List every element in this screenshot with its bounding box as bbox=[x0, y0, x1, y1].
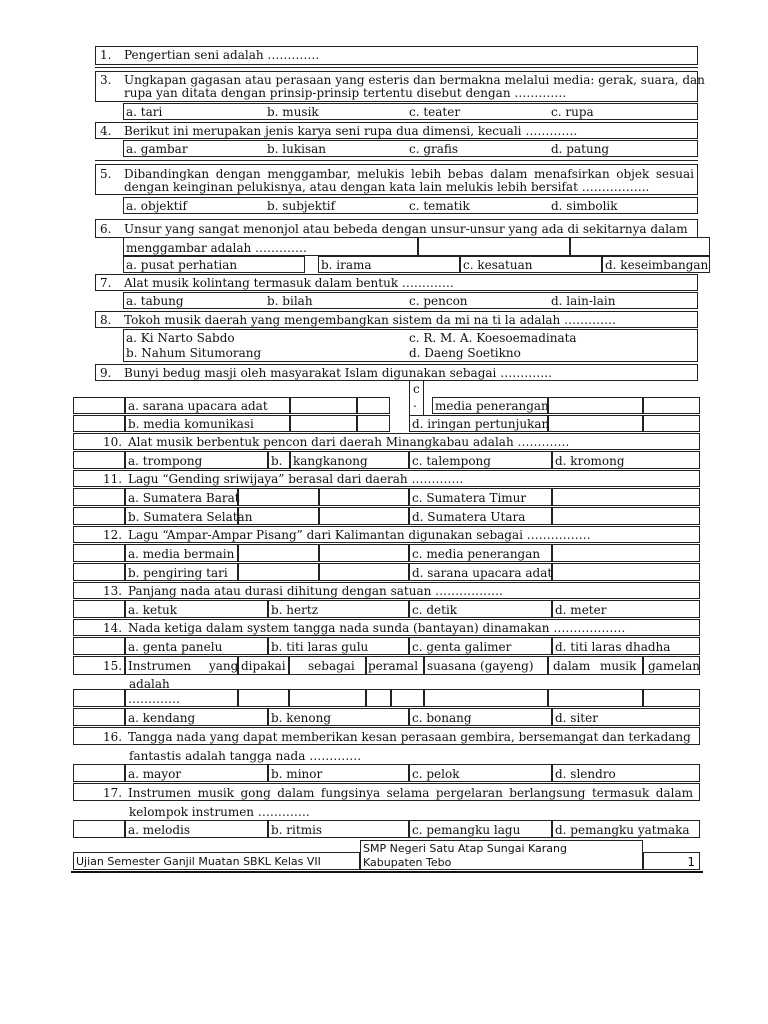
question-text: Pengertian seni adalah …………. bbox=[124, 48, 320, 62]
empty-cell bbox=[73, 708, 125, 726]
option-d[interactable]: d. meter bbox=[555, 603, 607, 617]
question-text-line3-cell bbox=[125, 689, 238, 707]
question-number: 14. bbox=[103, 621, 123, 635]
question-text: Bunyi bedug masji oleh masyarakat Islam digunakan sebagai …………. bbox=[124, 366, 553, 380]
question-8-options bbox=[123, 329, 698, 362]
option-d[interactable]: d. Daeng Soetikno bbox=[409, 346, 521, 360]
question-number: 9. bbox=[100, 366, 112, 380]
option-b[interactable]: b. ritmis bbox=[271, 823, 323, 837]
option-cell-c bbox=[409, 488, 552, 506]
empty-cell bbox=[73, 820, 125, 838]
option-a[interactable]: a. mayor bbox=[128, 767, 182, 781]
empty-cell bbox=[643, 689, 700, 707]
option-d[interactable]: d. slendro bbox=[555, 767, 616, 781]
option-c-dot: . bbox=[413, 396, 417, 410]
question-text: Alat musik berbentuk pencon dari daerah Minangkabau adalah …………. bbox=[128, 435, 570, 449]
footer-rule bbox=[71, 871, 703, 873]
empty-cell bbox=[643, 415, 700, 432]
word-cell bbox=[238, 656, 289, 675]
empty-cell bbox=[552, 544, 700, 562]
option-b[interactable]: b. irama bbox=[321, 258, 372, 272]
option-c[interactable]: c. genta galimer bbox=[412, 640, 512, 654]
question-text-line2: adalah bbox=[129, 677, 170, 691]
empty-cell bbox=[73, 488, 125, 506]
question-7-options bbox=[123, 292, 698, 309]
question-word-3: sebagai bbox=[308, 659, 355, 673]
option-cell-c bbox=[409, 637, 552, 655]
empty-cell bbox=[238, 488, 319, 506]
option-cell-a bbox=[125, 637, 268, 655]
question-number: 10. bbox=[103, 435, 123, 449]
option-cell-a bbox=[125, 488, 238, 506]
empty-cell bbox=[73, 451, 125, 469]
option-d[interactable]: d. pemangku yatmaka bbox=[555, 823, 690, 837]
option-b[interactable]: kangkanong bbox=[293, 454, 368, 468]
empty-cell bbox=[238, 563, 319, 581]
question-number: 11. bbox=[103, 472, 123, 486]
option-c[interactable]: c. detik bbox=[412, 603, 458, 617]
option-cell-a bbox=[125, 764, 268, 782]
empty-cell bbox=[418, 237, 570, 256]
question-13-row bbox=[73, 582, 700, 599]
empty-cell bbox=[548, 689, 643, 707]
question-number: 1. bbox=[100, 48, 112, 62]
question-word-2: dipakai bbox=[241, 659, 286, 673]
question-17-row bbox=[73, 783, 700, 801]
option-cell-b bbox=[268, 820, 409, 838]
question-text-line1: Tangga nada yang dapat memberikan kesan perasaan gembira, bersemangat dan terkadang bbox=[128, 730, 691, 744]
question-number: 4. bbox=[100, 124, 112, 138]
option-d[interactable]: d. kromong bbox=[555, 454, 625, 468]
empty-cell bbox=[552, 488, 700, 506]
question-4-options bbox=[123, 140, 698, 157]
question-number: 6. bbox=[100, 222, 112, 236]
word-cell bbox=[643, 656, 700, 675]
option-c[interactable]: c. teater bbox=[409, 105, 461, 119]
option-cell-c bbox=[432, 397, 548, 414]
option-a[interactable]: a. pusat perhatian bbox=[126, 258, 238, 272]
option-cell-d bbox=[409, 563, 552, 581]
question-number: 7. bbox=[100, 276, 112, 290]
empty-cell bbox=[357, 397, 390, 414]
option-d[interactable]: d. Sumatera Utara bbox=[412, 510, 526, 524]
option-cell-c bbox=[409, 708, 552, 726]
question-12-row bbox=[73, 526, 700, 543]
question-number: 15. bbox=[103, 659, 123, 673]
question-text: Berikut ini merupakan jenis karya seni rupa dua dimensi, kecuali …………. bbox=[124, 124, 578, 138]
option-cell-d bbox=[552, 637, 700, 655]
question-8-row bbox=[95, 311, 698, 328]
empty-cell bbox=[289, 689, 366, 707]
option-b[interactable]: b. minor bbox=[271, 767, 323, 781]
option-d[interactable]: d. lain-lain bbox=[551, 294, 616, 308]
page-number: 1 bbox=[687, 855, 695, 869]
option-a[interactable]: a. tari bbox=[126, 105, 163, 119]
option-cell-a bbox=[125, 600, 268, 618]
empty-cell bbox=[73, 764, 125, 782]
option-b[interactable]: b. bilah bbox=[267, 294, 313, 308]
option-cell-a bbox=[125, 397, 290, 414]
question-10-row bbox=[73, 433, 700, 450]
question-text: Lagu “Ampar-Ampar Pisang” dari Kalimantan digunakan sebagai ……………. bbox=[128, 528, 591, 542]
empty-cell bbox=[424, 689, 548, 707]
footer-school bbox=[360, 840, 643, 870]
question-4-row bbox=[95, 122, 698, 139]
question-word-1: Instrumen yang bbox=[128, 659, 239, 673]
empty-cell bbox=[73, 397, 125, 414]
empty-cell bbox=[552, 507, 700, 525]
footer-exam-title: Ujian Semester Ganjil Muatan SBKL Kelas VII bbox=[76, 855, 321, 868]
option-c[interactable]: c. kesatuan bbox=[463, 258, 533, 272]
empty-cell bbox=[548, 397, 643, 414]
option-cell-a bbox=[125, 451, 268, 469]
option-d[interactable]: d. keseimbangan bbox=[605, 258, 709, 272]
empty-cell bbox=[319, 563, 409, 581]
option-b[interactable]: b. musik bbox=[267, 105, 319, 119]
question-number: 5. bbox=[100, 167, 112, 181]
question-text-line2: fantastis adalah tangga nada …………. bbox=[129, 749, 362, 763]
option-c-letter: c bbox=[413, 382, 420, 396]
question-text-line2: kelompok instrumen …………. bbox=[129, 805, 310, 819]
question-text-line1: Ungkapan gagasan atau perasaan yang esteris dan bermakna melalui media: gerak, suara, dan bbox=[124, 73, 705, 87]
question-text-line3: …………. bbox=[128, 692, 180, 706]
option-b[interactable]: b. kenong bbox=[271, 711, 332, 725]
option-cell-d bbox=[552, 451, 700, 469]
option-cell-c bbox=[409, 451, 552, 469]
empty-cell bbox=[366, 689, 391, 707]
option-cell-b bbox=[125, 415, 290, 432]
empty-cell bbox=[73, 637, 125, 655]
option-cell-d bbox=[552, 820, 700, 838]
empty-cell bbox=[73, 507, 125, 525]
question-number: 17. bbox=[103, 786, 123, 800]
question-9-row bbox=[95, 364, 698, 381]
question-text-line2: dengan keinginan pelukisnya, atau dengan kata lain melukis lebih bersifat …………….. bbox=[124, 180, 650, 194]
option-b[interactable]: b. titi laras gulu bbox=[271, 640, 369, 654]
option-c[interactable]: c. pelok bbox=[412, 767, 460, 781]
option-cell-d bbox=[602, 256, 710, 273]
option-a[interactable]: a. sarana upacara adat bbox=[128, 399, 268, 413]
question-6-continuation bbox=[123, 237, 418, 256]
question-word-5: suasana (gayeng) bbox=[427, 659, 534, 673]
footer-school-name: SMP Negeri Satu Atap Sungai Karang bbox=[363, 842, 567, 855]
option-cell-c bbox=[409, 600, 552, 618]
option-cell-c bbox=[409, 820, 552, 838]
footer-school-region: Kabupaten Tebo bbox=[363, 856, 452, 869]
question-number: 8. bbox=[100, 313, 112, 327]
question-word-7: gamelan bbox=[648, 659, 701, 673]
option-cell-d bbox=[552, 764, 700, 782]
option-c[interactable]: c. pemangku lagu bbox=[412, 823, 521, 837]
question-text: Nada ketiga dalam system tangga nada sunda (bantayan) dinamakan ……………… bbox=[128, 621, 626, 635]
empty-cell bbox=[290, 415, 357, 432]
empty-cell bbox=[238, 689, 289, 707]
empty-cell bbox=[73, 600, 125, 618]
option-d[interactable]: d. siter bbox=[555, 711, 598, 725]
option-a[interactable]: a. media bermain bbox=[128, 547, 235, 561]
option-a[interactable]: a. Sumatera Barat bbox=[128, 491, 240, 505]
question-text: Alat musik kolintang termasuk dalam bentuk …………. bbox=[124, 276, 454, 290]
question-text: Tokoh musik daerah yang mengembangkan sistem da mi na ti la adalah …………. bbox=[124, 313, 616, 327]
option-c[interactable]: c. Sumatera Timur bbox=[412, 491, 527, 505]
empty-cell bbox=[548, 415, 643, 432]
divider bbox=[95, 160, 698, 161]
option-b-letter[interactable]: b. bbox=[271, 454, 283, 468]
option-a[interactable]: a. Ki Narto Sabdo bbox=[126, 331, 235, 345]
option-cell-b bbox=[125, 507, 253, 525]
option-c[interactable]: c. R. M. A. Koesoemadinata bbox=[409, 331, 577, 345]
option-a[interactable]: a. melodis bbox=[128, 823, 191, 837]
option-c[interactable]: c. grafis bbox=[409, 142, 459, 156]
question-14-row bbox=[73, 619, 700, 636]
option-d[interactable]: d. simbolik bbox=[551, 199, 618, 213]
question-5-options bbox=[123, 197, 698, 214]
empty-cell bbox=[73, 689, 125, 707]
divider bbox=[95, 67, 698, 68]
question-6-row bbox=[95, 219, 698, 238]
question-5-row bbox=[95, 164, 698, 195]
option-c[interactable]: c. media penerangan bbox=[412, 547, 541, 561]
option-d[interactable]: d. patung bbox=[551, 142, 610, 156]
option-cell-d bbox=[552, 600, 700, 618]
option-cell-b bbox=[268, 451, 290, 469]
option-d[interactable]: d. iringan pertunjukan bbox=[412, 417, 550, 431]
question-number: 13. bbox=[103, 584, 123, 598]
word-cell bbox=[366, 656, 424, 675]
word-cell bbox=[548, 656, 643, 675]
empty-cell bbox=[570, 237, 710, 256]
footer-left bbox=[73, 852, 360, 870]
question-number: 3. bbox=[100, 73, 112, 87]
option-c[interactable]: c. talempong bbox=[412, 454, 491, 468]
question-word-6: dalam musik bbox=[553, 659, 637, 673]
empty-cell bbox=[73, 415, 125, 432]
empty-cell bbox=[73, 544, 125, 562]
question-text-line1: Dibandingkan dengan menggambar, melukis lebih bebas dalam menafsirkan objek sesuai bbox=[124, 167, 694, 181]
empty-cell bbox=[238, 544, 319, 562]
question-text-line2: rupa yan ditata dengan prinsip-prinsip tertentu disebut dengan …………. bbox=[124, 86, 567, 100]
option-a[interactable]: a. ketuk bbox=[128, 603, 177, 617]
option-a[interactable]: a. genta panelu bbox=[128, 640, 223, 654]
empty-cell bbox=[238, 507, 319, 525]
option-a[interactable]: a. objektif bbox=[126, 199, 187, 213]
option-cell-b bbox=[268, 637, 409, 655]
option-c[interactable]: c. pencon bbox=[409, 294, 468, 308]
question-number: 16. bbox=[103, 730, 123, 744]
option-cell-a bbox=[123, 256, 305, 273]
option-cell-b bbox=[268, 764, 409, 782]
option-d[interactable]: c. rupa bbox=[551, 105, 594, 119]
empty-cell bbox=[643, 397, 700, 414]
option-c-letter-cell bbox=[409, 380, 424, 416]
option-a[interactable]: a. trompong bbox=[128, 454, 203, 468]
empty-cell bbox=[357, 415, 390, 432]
option-cell-b bbox=[125, 563, 238, 581]
option-c[interactable]: c. tematik bbox=[409, 199, 470, 213]
empty-cell bbox=[552, 563, 700, 581]
option-b[interactable]: b. lukisan bbox=[267, 142, 327, 156]
option-a[interactable]: a. kendang bbox=[128, 711, 196, 725]
question-16-row bbox=[73, 727, 700, 745]
option-b[interactable]: b. Nahum Situmorang bbox=[126, 346, 262, 360]
word-cell bbox=[289, 656, 366, 675]
question-1-row bbox=[95, 46, 698, 65]
option-c[interactable]: c. bonang bbox=[412, 711, 472, 725]
option-cell-c bbox=[409, 544, 552, 562]
option-cell-c bbox=[460, 256, 602, 273]
option-d[interactable]: d. titi laras dhadha bbox=[555, 640, 671, 654]
option-cell-a bbox=[125, 708, 268, 726]
question-text-line1: Unsur yang sangat menonjol atau bebeda dengan unsur-unsur yang ada di sekitarnya dalam bbox=[124, 222, 688, 236]
question-3-row bbox=[95, 71, 705, 102]
option-cell-a bbox=[125, 544, 238, 562]
option-b[interactable]: b. subjektif bbox=[267, 199, 336, 213]
empty-cell bbox=[319, 488, 409, 506]
word-cell bbox=[424, 656, 548, 675]
question-word-4: peramal bbox=[368, 659, 419, 673]
option-a[interactable]: a. gambar bbox=[126, 142, 188, 156]
option-b[interactable]: b. media komunikasi bbox=[128, 417, 254, 431]
option-b[interactable]: b. hertz bbox=[271, 603, 319, 617]
footer-page bbox=[643, 852, 700, 870]
option-cell-c bbox=[409, 764, 552, 782]
question-11-row bbox=[73, 470, 700, 487]
question-3-options bbox=[123, 103, 698, 120]
option-cell-d bbox=[552, 708, 700, 726]
option-cell-b bbox=[268, 600, 409, 618]
question-text: Panjang nada atau durasi dihitung dengan satuan …………….. bbox=[128, 584, 503, 598]
option-cell-b-text bbox=[290, 451, 409, 469]
empty-cell bbox=[319, 544, 409, 562]
empty-cell bbox=[290, 397, 357, 414]
option-cell-b bbox=[318, 256, 460, 273]
option-c[interactable]: media penerangan bbox=[435, 399, 549, 413]
option-cell-d bbox=[409, 507, 552, 525]
empty-cell bbox=[319, 507, 409, 525]
empty-cell bbox=[391, 689, 424, 707]
option-a[interactable]: a. tabung bbox=[126, 294, 184, 308]
question-number: 12. bbox=[103, 528, 123, 542]
option-d[interactable]: d. sarana upacara adat bbox=[412, 566, 553, 580]
option-cell-d bbox=[409, 415, 548, 432]
word-cell bbox=[125, 656, 238, 675]
option-b[interactable]: b. Sumatera Selatan bbox=[128, 510, 253, 524]
question-number-cell bbox=[73, 656, 125, 675]
empty-cell bbox=[73, 563, 125, 581]
option-cell-a bbox=[125, 820, 268, 838]
question-text-line1: Instrumen musik gong dalam fungsinya selama pergelaran berlangsung termasuk dalam bbox=[128, 786, 693, 800]
question-text-line2: menggambar adalah …………. bbox=[126, 241, 307, 255]
option-cell-b bbox=[268, 708, 409, 726]
question-7-row bbox=[95, 274, 698, 291]
question-text: Lagu “Gending sriwijaya” berasal dari daerah …………. bbox=[128, 472, 464, 486]
option-b[interactable]: b. pengiring tari bbox=[128, 566, 228, 580]
